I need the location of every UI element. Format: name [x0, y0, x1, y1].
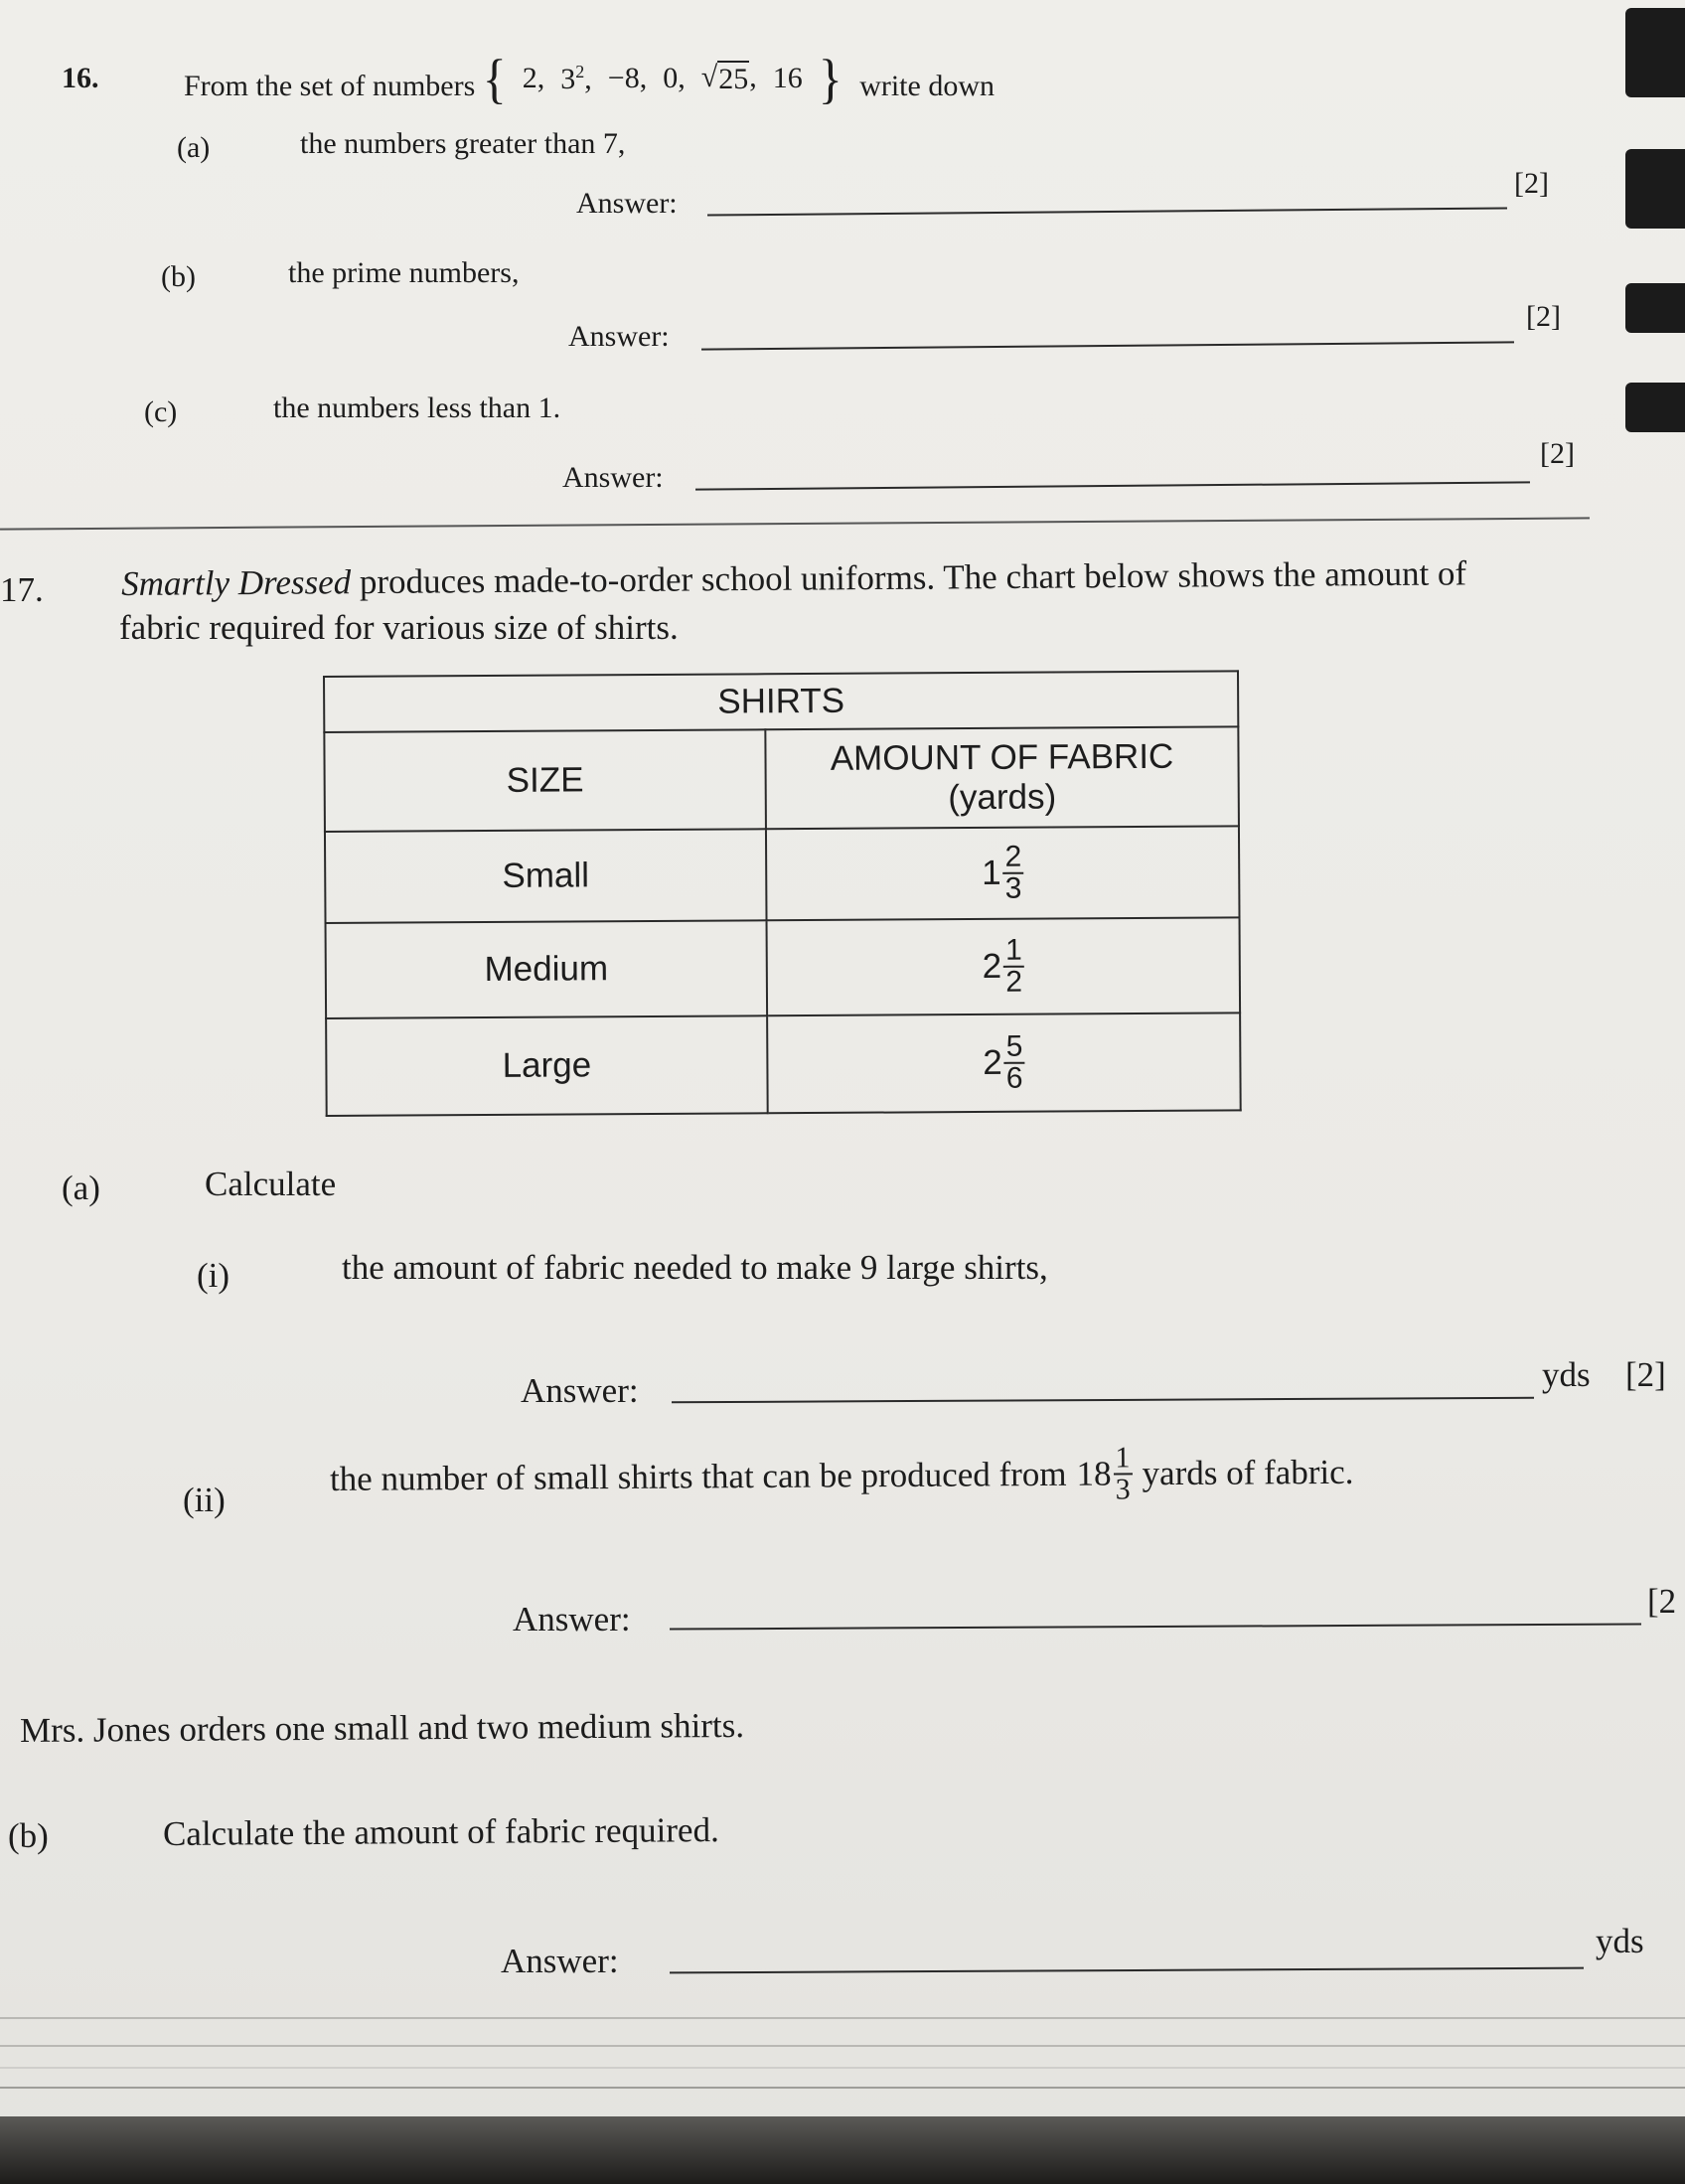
column-header-amount-line1: AMOUNT OF FABRIC	[830, 736, 1174, 778]
answer-line-16c[interactable]	[695, 481, 1530, 490]
question-17aii-text-after: yards of fabric.	[1142, 1452, 1354, 1493]
sqrt-icon: √	[700, 61, 718, 93]
answer-line-17aii[interactable]	[670, 1623, 1641, 1630]
question-16-intro: From the set of numbers	[184, 70, 476, 102]
marks: [2	[1647, 1582, 1677, 1621]
column-header-size: SIZE	[324, 729, 766, 832]
answer-label: Answer:	[501, 1942, 619, 1980]
binder-clip	[1625, 8, 1685, 97]
question-17-number: 17.	[0, 570, 44, 609]
shirts-fabric-table	[323, 670, 1242, 1117]
column-header-amount-line2: (yards)	[948, 777, 1057, 818]
table-row	[326, 917, 1241, 1018]
question-16-stem	[184, 48, 995, 109]
question-17aii-text-before: the number of small shirts that can be produced from	[329, 1454, 1067, 1498]
question-16c-label: (c)	[144, 395, 178, 428]
marks: [2]	[1625, 1355, 1666, 1394]
amount-cell: 1 $\frac{2}{3}$	[766, 826, 1240, 920]
binder-clip	[1625, 383, 1685, 432]
set-element: −8,	[607, 62, 648, 94]
section-divider	[0, 517, 1590, 530]
table-row	[326, 1013, 1241, 1116]
unit-yds: yds	[1542, 1355, 1591, 1394]
marks: [2]	[1514, 167, 1549, 200]
size-cell: Small	[325, 829, 767, 923]
answer-label: Answer:	[562, 461, 664, 494]
question-17-intro-line2: fabric required for various size of shirts.	[119, 608, 679, 647]
set-element: 2,	[522, 62, 545, 94]
question-17aii-text	[330, 1442, 1354, 1510]
question-17ai-text: the amount of fabric needed to make 9 large shirts,	[342, 1248, 1048, 1287]
amount-cell: 2 $\frac{1}{2}$	[767, 917, 1241, 1015]
marks: [2]	[1540, 437, 1575, 470]
size-cell: Medium	[326, 920, 768, 1018]
set-element: $3^2$,	[560, 61, 592, 95]
answer-line-17b[interactable]	[670, 1967, 1584, 1974]
question-17a-text: Calculate	[205, 1165, 337, 1203]
question-17-intro-rest: produces made-to-order school uniforms. The chart below shows the amount of	[359, 553, 1467, 602]
question-17ai-label: (i)	[197, 1256, 230, 1295]
question-17b-text: Calculate the amount of fabric required.	[162, 1810, 719, 1853]
question-16c-text: the numbers less than 1.	[273, 391, 561, 424]
marks: [2]	[1526, 300, 1561, 333]
question-17-intro	[121, 553, 1466, 604]
question-16-number: 16.	[62, 62, 99, 94]
page-edge	[0, 2017, 1685, 2019]
answer-line-17ai[interactable]	[672, 1397, 1534, 1404]
table-row	[325, 826, 1240, 923]
number-set	[482, 48, 842, 109]
answer-label: Answer:	[568, 320, 670, 353]
answer-line-16a[interactable]	[707, 207, 1507, 216]
set-element: 0,	[663, 62, 686, 94]
answer-label: Answer:	[513, 1600, 631, 1638]
unit-yds: yds	[1596, 1922, 1644, 1960]
table-title: SHIRTS	[324, 671, 1238, 732]
question-16b-label: (b)	[161, 260, 196, 293]
binder-clip	[1625, 283, 1685, 333]
question-16a-label: (a)	[177, 131, 211, 164]
question-17b-label: (b)	[8, 1816, 49, 1855]
question-17a-label: (a)	[62, 1169, 100, 1207]
answer-line-16b[interactable]	[701, 341, 1514, 350]
answer-label: Answer:	[521, 1371, 639, 1410]
mixed-fraction: 18 $\frac{1}{3}$	[1076, 1441, 1131, 1506]
right-brace-icon: }	[818, 48, 842, 109]
question-16-write-down: write down	[859, 70, 995, 102]
left-brace-icon: {	[482, 48, 507, 109]
desk-surface	[0, 2116, 1685, 2184]
page-edge	[0, 2067, 1685, 2069]
answer-label: Answer:	[576, 187, 678, 220]
amount-cell: 2 $\frac{5}{6}$	[767, 1013, 1241, 1113]
column-header-amount	[765, 726, 1239, 829]
question-16a-text: the numbers greater than 7,	[300, 127, 626, 160]
set-element: √ 25 ,	[700, 61, 757, 95]
page-edge	[0, 2087, 1685, 2089]
page-edge	[0, 2045, 1685, 2047]
binder-clip	[1625, 149, 1685, 229]
question-17aii-label: (ii)	[183, 1481, 226, 1519]
company-name: Smartly Dressed	[121, 562, 352, 603]
set-element: 16	[772, 62, 803, 94]
size-cell: Large	[326, 1015, 768, 1116]
order-statement: Mrs. Jones orders one small and two medium shirts.	[19, 1705, 745, 1750]
question-16b-text: the prime numbers,	[288, 256, 520, 289]
